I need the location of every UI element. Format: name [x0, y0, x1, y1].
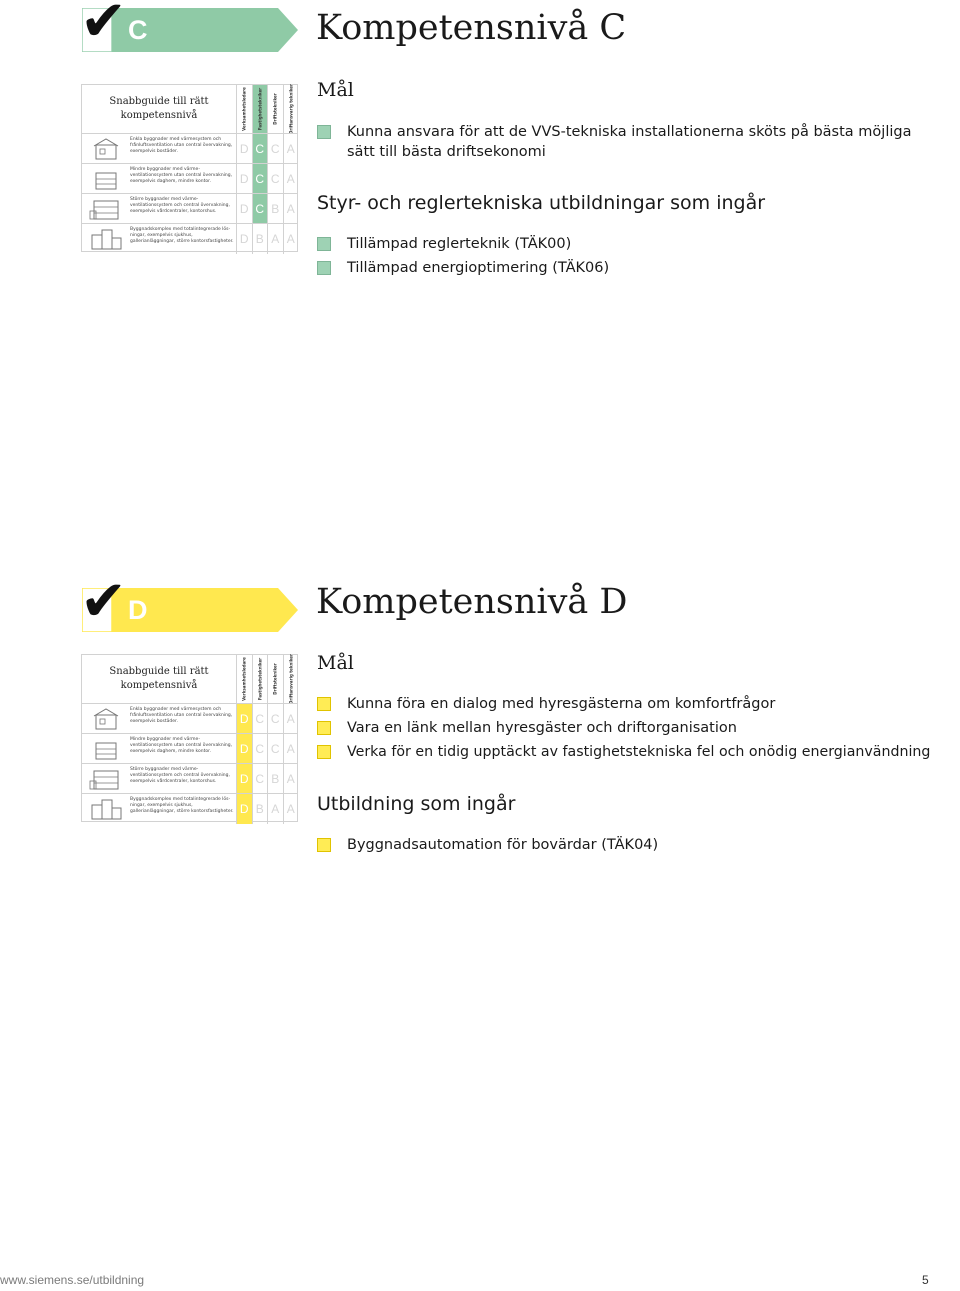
office-building-icon	[88, 197, 124, 221]
yellow-square-icon	[317, 745, 331, 759]
level-d-badge	[80, 569, 298, 634]
yellow-square-icon	[317, 838, 331, 852]
footer-url[interactable]: www.siemens.se/utbildning	[0, 1273, 145, 1287]
yellow-square-icon	[317, 721, 331, 735]
small-building-icon	[88, 737, 124, 761]
edu-heading-c: Styr- och reglertekniska utbildningar som ingår	[317, 192, 766, 214]
guide-col-header: Driftstekniker	[267, 85, 283, 133]
guide-table-c	[81, 84, 298, 252]
level-c-letter: C	[128, 15, 148, 45]
edu-heading-d: Utbildning som ingår	[317, 793, 516, 815]
guide-row: Enkla byggnader med värmesystem och frånluftsventilation utan central övervakning, exempelvis bostäder. D C C A	[82, 703, 297, 733]
guide-col-header: Driftstekniker	[267, 655, 283, 703]
checkmark-icon: ✔	[80, 569, 127, 634]
guide-col-header: Verksamhetsledare	[236, 85, 252, 133]
house-icon	[88, 707, 124, 731]
green-square-icon	[317, 237, 331, 251]
house-icon	[88, 137, 124, 161]
checkmark-icon: ✔	[80, 0, 127, 54]
page-title-d: Kompetensnivå D	[316, 582, 628, 622]
guide-col-header: Driftansvarig tekniker	[283, 655, 299, 703]
level-c-badge	[80, 0, 298, 54]
goal-heading-c: Mål	[317, 79, 354, 101]
guide-title: Snabbguide till rätt kompetensnivå	[109, 96, 209, 121]
guide-col-header: Fastighetstekniker	[252, 655, 268, 703]
guide-row: Större byggnader med värme- ventilationssystem och central övervakning, exempelvis vårdcentraler, kontorshus. D C B A	[82, 193, 297, 223]
guide-row: Byggnadskomplex med totalintegrerade lösningar, exempelvis sjukhus, gallerianläggningar, större kontorsfastigheter. D B A A	[82, 793, 297, 823]
guide-row: Enkla byggnader med värmesystem och frånluftsventilation utan central övervakning, exempelvis bostäder. D C C A	[82, 133, 297, 163]
guide-row: Större byggnader med värme- ventilationssystem och central övervakning, exempelvis vårdcentraler, kontorshus. D C B A	[82, 763, 297, 793]
goal-heading-d: Mål	[317, 652, 354, 674]
page-title-c: Kompetensnivå C	[316, 8, 627, 48]
building-complex-icon	[88, 797, 124, 821]
guide-col-header: Fastighetstekniker	[252, 85, 268, 133]
guide-row: Mindre byggnader med värme- ventilationssystem utan central övervakning, exempelvis daghem, mindre kontor. D C C A	[82, 163, 297, 193]
small-building-icon	[88, 167, 124, 191]
yellow-square-icon	[317, 697, 331, 711]
guide-table-d: Snabbguide till rätt kompetensnivå Verksamhetsledare Fastighetstekniker Driftstekniker Driftansvarig tekniker Enkla byggnader med värmesystem och frånluftsventilation utan central övervakning, exempelvis bostäder. D C C A Mindre byggnader med värme- ventilationssystem utan central övervakning, exempelvis daghem, mindre kontor. D C C A Större byggnader med värme- ventilationssystem och central övervakning, exempelvis vårdcentraler, kontorshus. D C B A Byggnadskomplex med totalintegrerade lösningar, exempelvis sjukhus, gallerianläggningar, större kontorsfastigheter. D B A A	[81, 654, 298, 822]
level-d-letter: D	[128, 595, 148, 625]
guide-col-header: Verksamhetsledare	[236, 655, 252, 703]
guide-row: Byggnadskomplex med totalintegrerade lösningar, exempelvis sjukhus, gallerianläggningar, större kontorsfastigheter. D B A A	[82, 223, 297, 253]
building-complex-icon	[88, 227, 124, 251]
guide-col-header: Driftansvarig tekniker	[283, 85, 299, 133]
office-building-icon	[88, 767, 124, 791]
guide-row: Mindre byggnader med värme- ventilationssystem utan central övervakning, exempelvis daghem, mindre kontor. D C C A	[82, 733, 297, 763]
green-square-icon	[317, 125, 331, 139]
page-number: 5	[922, 1273, 929, 1287]
green-square-icon	[317, 261, 331, 275]
